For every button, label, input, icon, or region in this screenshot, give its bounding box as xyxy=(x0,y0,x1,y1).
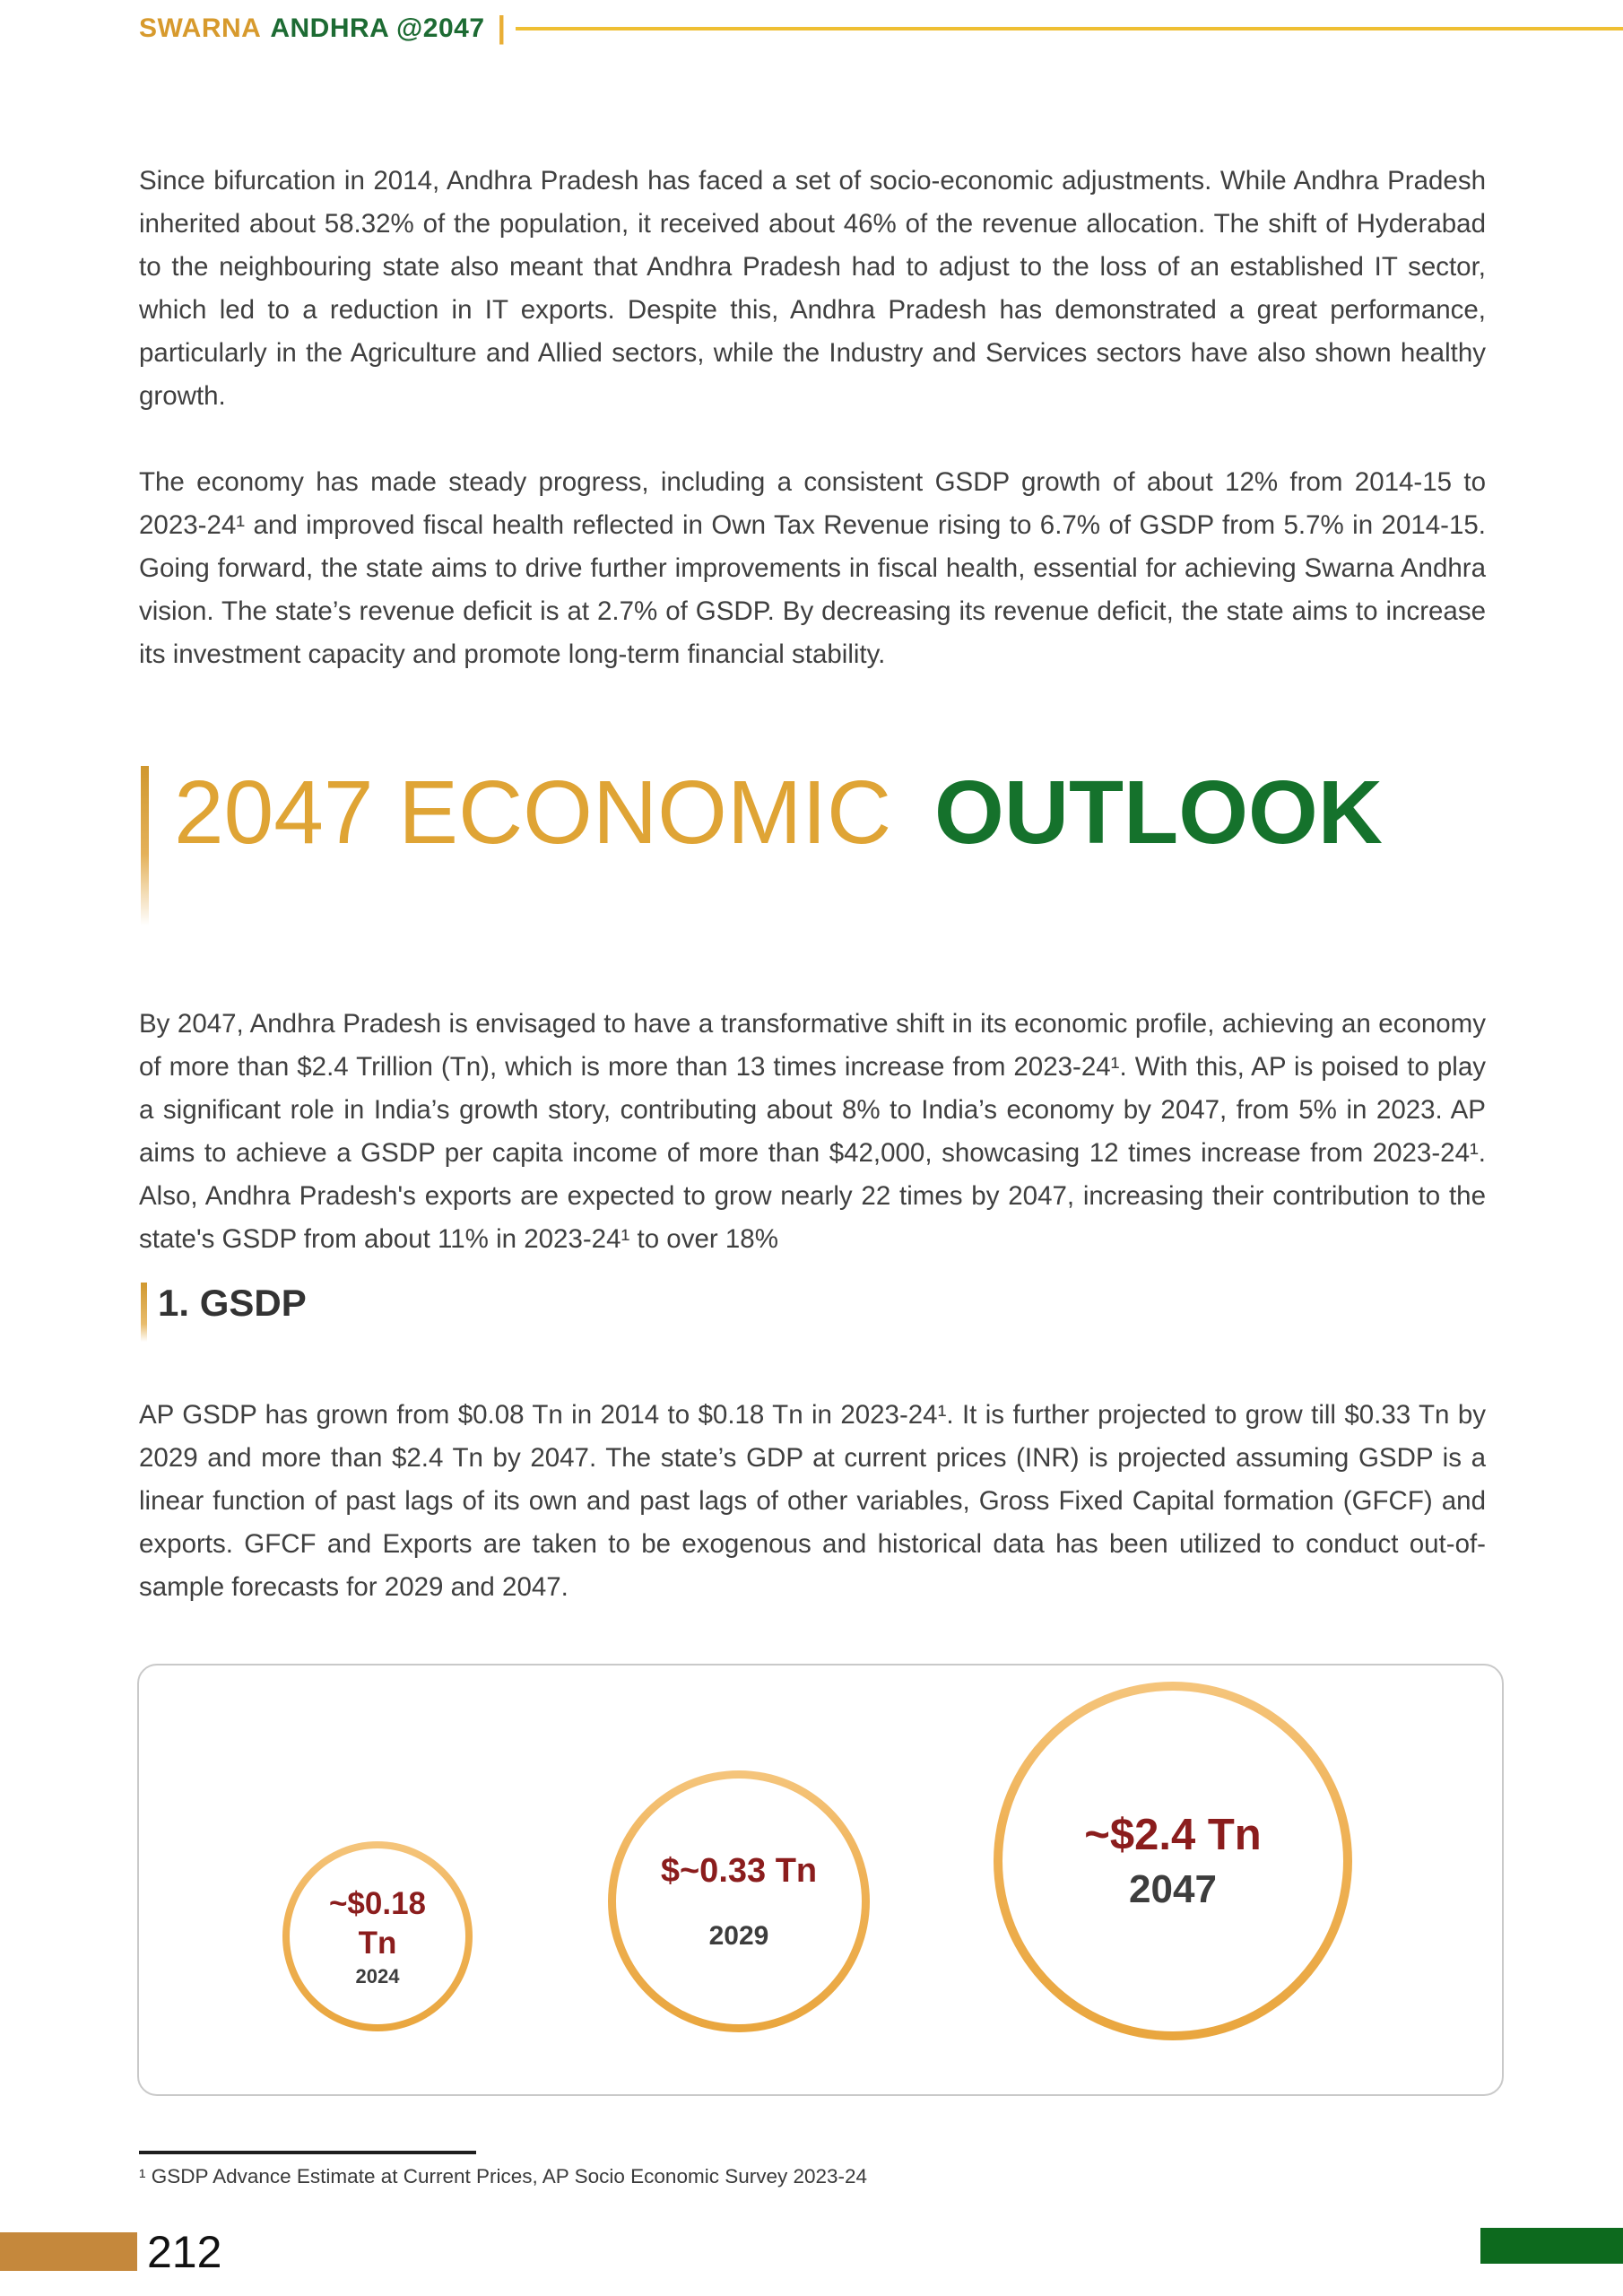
heading-part-green: OUTLOOK xyxy=(934,762,1383,863)
bubble-2024-value: ~$0.18 Tn xyxy=(328,1886,427,1961)
bubble-2029-value: $~0.33 Tn xyxy=(660,1851,818,1890)
heading-accent-bar xyxy=(141,766,149,926)
intro-paragraph-1: Since bifurcation in 2014, Andhra Pradesh has faced a set of socio-economic adjustments. While Andhra Pradesh inherited about 58.32% of the population, it received about 46% of the revenue allocation. The shift of Hyderabad to the neighbouring state also meant that Andhra Pradesh had to adjust to the loss of an established IT sector, which led to a reduction in IT exports. Despite this, Andhra Pradesh has demonstrated a great performance, particularly in the Agriculture and Allied sectors, while the Industry and Services sectors have also shown healthy growth. xyxy=(139,165,1486,411)
bubble-2047-value: ~$2.4 Tn xyxy=(1084,1811,1262,1859)
section-heading-2047-economic-outlook xyxy=(141,764,1383,926)
footnote-separator-rule xyxy=(139,2151,476,2154)
gsdp-bubble-chart xyxy=(137,1664,1504,2096)
page-header xyxy=(139,11,1623,46)
bubble-2047 xyxy=(994,1682,1352,2040)
bubble-2047-content xyxy=(1084,1810,1261,1912)
footer-green-bar xyxy=(1480,2228,1623,2264)
header-divider-bar: | xyxy=(497,11,507,45)
bubble-2024 xyxy=(282,1841,473,2031)
outlook-paragraph: By 2047, Andhra Pradesh is envisaged to have a transformative shift in its economic profile, achieving an economy of more than $2.4 Trillion (Tn), which is more than 13 times increase from 2023-24¹. With this, AP is poised to play a significant role in India’s growth story, contributing about 8% to India’s economy by 2047, from 5% in 2023. AP aims to achieve a GSDP per capita income of more than $42,000, showcasing 12 times increase from 2023-24¹. Also, Andhra Pradesh's exports are expected to grow nearly 22 times by 2047, increasing their contribution to the state's GSDP from about 11% in 2023-24¹ to over 18% xyxy=(139,1008,1486,1254)
brand-swarna: SWARNA xyxy=(139,13,262,43)
bubble-2029-year: 2029 xyxy=(708,1920,769,1951)
gsdp-paragraph: AP GSDP has grown from $0.08 Tn in 2014 to $0.18 Tn in 2023-24¹. It is further projected to grow till $0.33 Tn by 2029 and more than $2.4 Tn by 2047. The state’s GDP at current prices (INR) is projected assuming GSDP is a linear function of past lags of its own and past lags of other variables, Gross Fixed Capital formation (GFCF) and exports. GFCF and Exports are taken to be exogenous and historical data has been utilized to conduct out-of-sample forecasts for 2029 and 2047. xyxy=(139,1399,1486,1602)
heading-text xyxy=(174,764,1383,861)
bubble-2024-content xyxy=(306,1884,449,1988)
footer-gold-bar xyxy=(0,2232,137,2271)
subheading-accent-bar xyxy=(141,1283,147,1342)
bubble-2024-year: 2024 xyxy=(355,1965,400,1987)
bubble-2047-year: 2047 xyxy=(1129,1867,1217,1911)
page-number: 212 xyxy=(147,2227,222,2277)
bubble-2029-content xyxy=(661,1852,817,1952)
gsdp-section-title: 1. GSDP xyxy=(158,1282,307,1324)
header-rule-line xyxy=(516,27,1623,30)
bubble-2029 xyxy=(608,1770,870,2032)
intro-paragraph-2: The economy has made steady progress, including a consistent GSDP growth of about 12% from 2014-15 to 2023-24¹ and improved fiscal health reflected in Own Tax Revenue rising to 6.7% of GSDP from 5.7% in 2014-15. Going forward, the state aims to drive further improvements in fiscal health, essential for achieving Swarna Andhra vision. The state’s revenue deficit is at 2.7% of GSDP. By decreasing its revenue deficit, the state aims to increase its investment capacity and promote long-term financial stability. xyxy=(139,466,1486,669)
gsdp-section-heading xyxy=(141,1283,307,1342)
brand-andhra-2047: ANDHRA @2047 xyxy=(270,13,485,43)
heading-part-gold: 2047 ECONOMIC xyxy=(174,762,892,863)
footnote-text: ¹ GSDP Advance Estimate at Current Prices, AP Socio Economic Survey 2023-24 xyxy=(139,2165,868,2187)
